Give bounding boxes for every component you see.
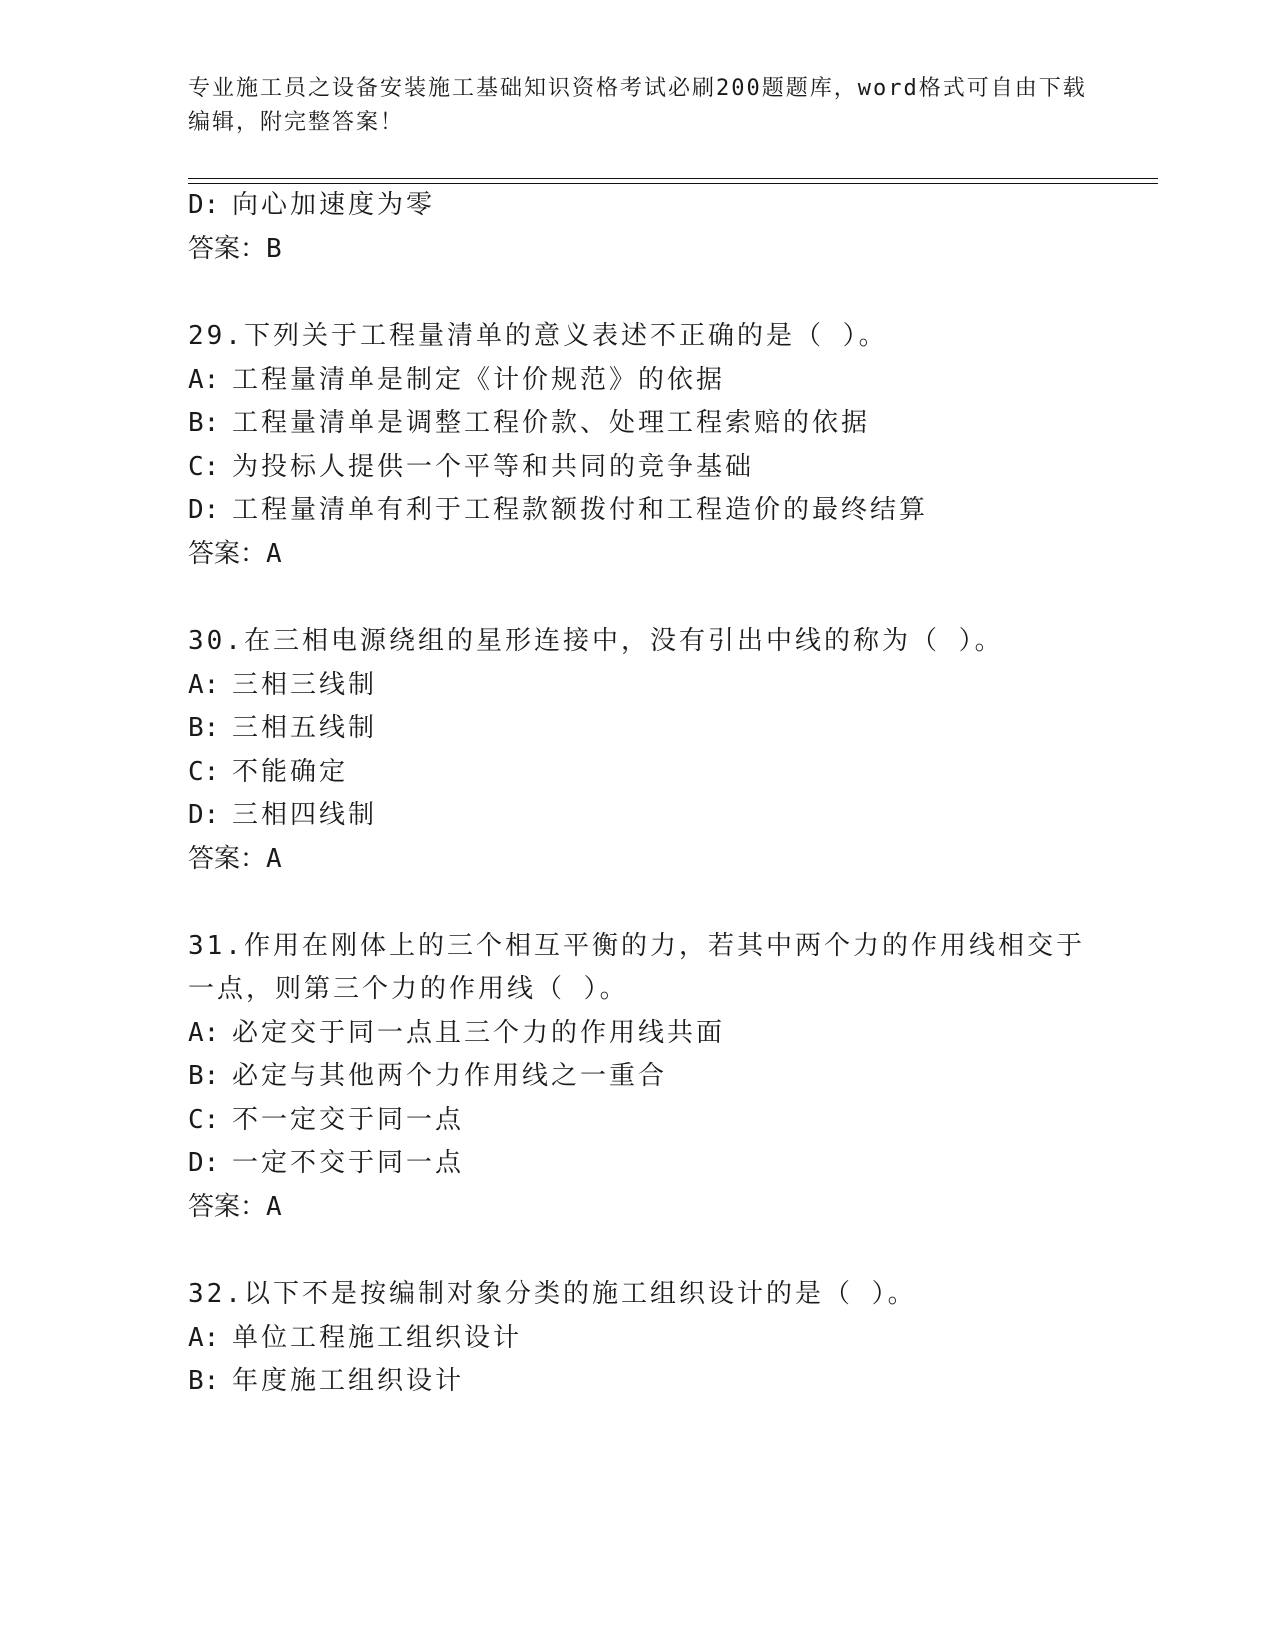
option-text: 不能确定 xyxy=(232,757,349,787)
answer-line xyxy=(188,232,282,266)
option-label: D: xyxy=(188,495,220,525)
answer-value: B xyxy=(266,234,282,264)
option-b xyxy=(188,1364,464,1398)
question-stem: 29.下列关于工程量清单的意义表述不正确的是（ ）。 xyxy=(188,321,888,351)
option-text: 一定不交于同一点 xyxy=(232,1148,465,1178)
answer-value: A xyxy=(266,539,282,569)
option-label: C: xyxy=(188,1105,220,1135)
option-b xyxy=(188,1059,667,1093)
answer-label: 答案： xyxy=(188,234,267,264)
answer-line xyxy=(188,537,282,571)
option-text: 单位工程施工组织设计 xyxy=(232,1323,523,1353)
option-text: 工程量清单有利于工程款额拨付和工程造价的最终结算 xyxy=(232,495,929,525)
option-a xyxy=(188,363,725,397)
option-label: B: xyxy=(188,1061,220,1091)
option-d xyxy=(188,798,377,832)
header-rule-top xyxy=(188,178,1158,179)
option-text: 工程量清单是调整工程价款、处理工程索赔的依据 xyxy=(232,408,871,438)
option-label: A: xyxy=(188,1018,220,1048)
option-label: D: xyxy=(188,190,220,220)
option-label: D: xyxy=(188,800,220,830)
option-label: B: xyxy=(188,1366,220,1396)
header-rule-bottom xyxy=(188,183,1158,184)
question-stem: 32.以下不是按编制对象分类的施工组织设计的是（ ）。 xyxy=(188,1279,917,1309)
option-label: A: xyxy=(188,1323,220,1353)
option-d xyxy=(188,493,928,527)
option-text: 三相三线制 xyxy=(232,670,378,700)
option-a xyxy=(188,668,377,702)
answer-value: A xyxy=(266,844,282,874)
option-text: 不一定交于同一点 xyxy=(232,1105,465,1135)
option-text: 年度施工组织设计 xyxy=(232,1366,465,1396)
answer-label: 答案： xyxy=(188,539,267,569)
option-b xyxy=(188,406,870,440)
option-b xyxy=(188,711,377,745)
option-text: 三相四线制 xyxy=(232,800,378,830)
option-d xyxy=(188,188,435,222)
option-label: D: xyxy=(188,1148,220,1178)
option-label: B: xyxy=(188,713,220,743)
option-text: 必定与其他两个力作用线之一重合 xyxy=(232,1061,668,1091)
option-text: 为投标人提供一个平等和共同的竞争基础 xyxy=(232,452,755,482)
option-c xyxy=(188,450,754,484)
answer-line xyxy=(188,1190,282,1224)
answer-label: 答案： xyxy=(188,1192,267,1222)
option-d xyxy=(188,1146,464,1180)
option-label: A: xyxy=(188,365,220,395)
option-label: C: xyxy=(188,452,220,482)
option-c xyxy=(188,755,348,789)
question-stem: 30.在三相电源绕组的星形连接中，没有引出中线的称为（ ）。 xyxy=(188,626,1004,656)
answer-line xyxy=(188,842,282,876)
question-stem-line-1: 31.作用在刚体上的三个相互平衡的力，若其中两个力的作用线相交于 xyxy=(188,931,1085,961)
question-stem-line-2: 一点，则第三个力的作用线（ ）。 xyxy=(188,974,629,1004)
option-c xyxy=(188,1103,464,1137)
option-text: 必定交于同一点且三个力的作用线共面 xyxy=(232,1018,726,1048)
option-text: 工程量清单是制定《计价规范》的依据 xyxy=(232,365,726,395)
option-label: C: xyxy=(188,757,220,787)
option-text: 三相五线制 xyxy=(232,713,378,743)
answer-label: 答案： xyxy=(188,844,267,874)
answer-value: A xyxy=(266,1192,282,1222)
page-header: 专业施工员之设备安装施工基础知识资格考试必刷200题题库，word格式可自由下载编辑，附完整答案！ xyxy=(188,76,1087,135)
option-label: A: xyxy=(188,670,220,700)
option-a xyxy=(188,1016,725,1050)
option-label: B: xyxy=(188,408,220,438)
option-text: 向心加速度为零 xyxy=(232,190,436,220)
option-a xyxy=(188,1321,522,1355)
